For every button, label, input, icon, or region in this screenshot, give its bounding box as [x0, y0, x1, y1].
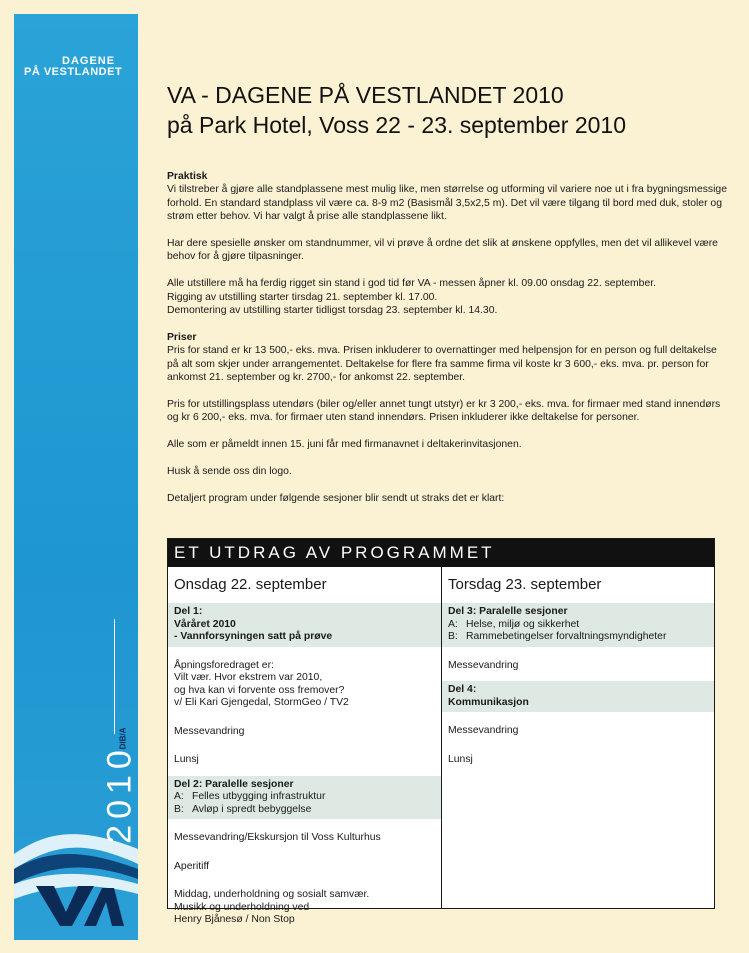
- thursday-column: [442, 567, 714, 908]
- opening-line-2: Vilt vær. Hvor ekstrem var 2010,: [174, 672, 323, 683]
- thu-messevandring-1: Messevandring: [448, 659, 519, 671]
- logo-text-vestlandet: PÅ VESTLANDET: [24, 66, 123, 78]
- del2-item-a: A: Felles utbygging infrastruktur: [174, 791, 326, 802]
- thu-lunsj: Lunsj: [448, 753, 473, 765]
- del3-block: [442, 603, 714, 647]
- del1-title: Våråret 2010: [174, 618, 236, 630]
- priser-heading: Priser: [167, 331, 197, 343]
- wed-lunsj: Lunsj: [174, 754, 199, 765]
- thu-messevandring-2: Messevandring: [448, 725, 519, 736]
- opening-talk-block: [168, 657, 441, 713]
- sidebar-divider-line: [114, 619, 115, 734]
- middag-line-1: Middag, underholdning og sosialt samvær.: [174, 889, 370, 900]
- del4-block: [442, 681, 714, 712]
- wednesday-column: [168, 567, 442, 925]
- body-text: [167, 170, 727, 518]
- thursday-title: Torsdag 23. september: [448, 576, 602, 593]
- praktisk-paragraph-2: Har dere spesielle ønsker om standnummer, vil vi prøve å ordne det slik at ønskene oppfylles, men det vil allikevel være behov for å gjøre tilpasninger.: [167, 238, 718, 263]
- program-box: [167, 538, 715, 925]
- del3-title: Del 3: Paralelle sesjoner: [448, 606, 568, 617]
- del4-label: Del 4:: [448, 684, 477, 695]
- del3-item-b: B: Rammebetingelser forvaltningsmyndigheter: [448, 631, 667, 642]
- page-header: [167, 80, 727, 140]
- praktisk-heading: Praktisk: [167, 171, 208, 182]
- del1-label: Del 1:: [174, 606, 203, 617]
- priser-paragraph-4: Husk å sende oss din logo.: [167, 465, 292, 477]
- wed-messevandring: Messevandring: [174, 725, 245, 737]
- del2-title: Del 2: Paralelle sesjoner: [174, 778, 294, 790]
- opening-line-4: v/ Eli Kari Gjengedal, StormGeo / TV2: [174, 697, 349, 708]
- praktisk-paragraph-3b: Rigging av utstilling starter tirsdag 21. september kl. 17.00.: [167, 291, 438, 303]
- del4-title: Kommunikasjon: [448, 696, 529, 708]
- wednesday-title: Onsdag 22. september: [174, 576, 327, 593]
- praktisk-paragraph-3a: Alle utstillere må ha ferdig rigget sin stand i god tid før VA - messen åpner kl. 09.00 onsdag 22. september.: [167, 278, 657, 290]
- del3-item-a: A: Helse, miljø og sikkerhet: [448, 618, 580, 630]
- va-logo: [14, 882, 138, 940]
- priser-paragraph-5: Detaljert program under følgende sesjoner blir sendt ut straks det er klart:: [167, 492, 505, 504]
- priser-paragraph-2: Pris for utstillingsplass utendørs (biler og/eller annet tungt utstyr) er kr 3 200,- eks. mva. for firmaer med stand innendørs og kr 6 200,- eks. mva. for firmaer uten stand innendørs. Prisen inkluderer ikke deltakelse for personer.: [167, 398, 721, 424]
- priser-paragraph-1: Pris for stand er kr 13 500,- eks. mva. Prisen inkluderer to overnattinger med helpensjon for en person og full deltakelse på alt som skjer under arrangementet. Deltakelse for flere fra samme firma vil koste kr 3 600,- eks. mva. pr. person for ankomst 21. september og kr. 2700,- for ankomst 22. september.: [167, 345, 717, 384]
- wed-middag-block: [168, 886, 441, 930]
- page-title: VA - DAGENE PÅ VESTLANDET 2010: [167, 82, 564, 108]
- opening-line-1: Åpningsforedraget er:: [174, 659, 274, 671]
- opening-line-3: og hva kan vi forvente oss fremover?: [174, 684, 345, 696]
- priser-paragraph-3: Alle som er påmeldt innen 15. juni får med firmanavnet i deltakerinvitasjonen.: [167, 439, 522, 451]
- page-subtitle: på Park Hotel, Voss 22 - 23. september 2010: [167, 112, 626, 138]
- del2-block: [168, 776, 441, 820]
- wed-ekskursjon: Messevandring/Ekskursjon til Voss Kulturhus: [174, 832, 381, 843]
- del2-item-b: B: Avløp i spredt bebyggelse: [174, 803, 312, 815]
- praktisk-paragraph-3c: Demontering av utstilling starter tidligst torsdag 23. september kl. 14.30.: [167, 305, 498, 317]
- sidebar-banner: [14, 14, 138, 940]
- program-heading: ET UTDRAG AV PROGRAMMET: [168, 539, 714, 567]
- year-mark: DIB/A: [118, 727, 128, 750]
- middag-line-2: Musikk og underholdning ved: [174, 901, 310, 913]
- logo-text-dagene: DAGENE: [62, 55, 116, 67]
- praktisk-paragraph-1: Vi tilstreber å gjøre alle standplassene mest mulig like, men størrelse og utforming vil variere noe ut i fra bygningsmessige forhold. En standard standplass vil være ca. 8-9 m2 (Basismål 3,5x2,5 m). Det vil være tilgang til bord med duk, stoler og strøm etter behov. Vi har valgt å prise alle standplassene likt.: [167, 184, 727, 223]
- middag-line-3: Henry Bjånesø / Non Stop: [174, 914, 295, 925]
- del1-subtitle: - Vannforsyningen satt på prøve: [174, 631, 333, 642]
- del1-block: [168, 603, 441, 647]
- sidebar-year-text: 2010: [100, 744, 138, 844]
- wed-aperitiff: Aperitiff: [174, 860, 210, 872]
